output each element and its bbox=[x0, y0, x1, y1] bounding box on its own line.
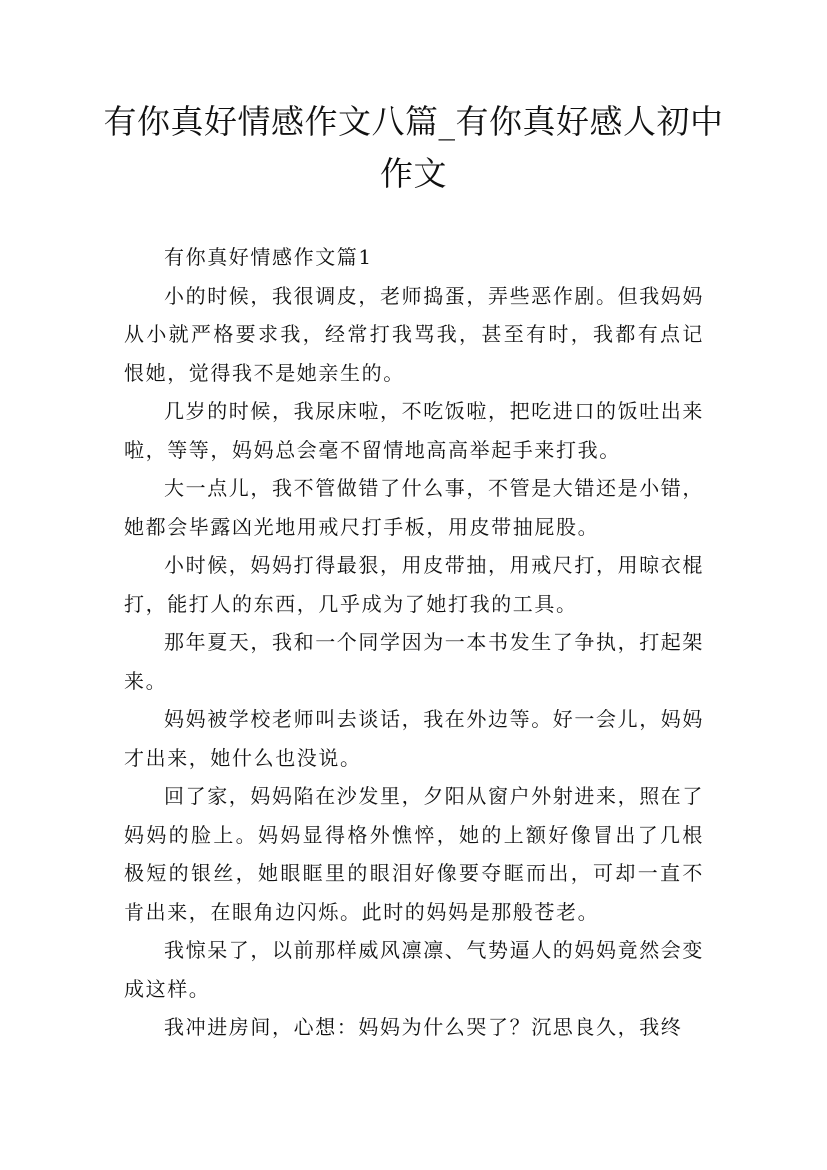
paragraph: 妈妈被学校老师叫去谈话，我在外边等。好一会儿，妈妈才出来，她什么也没说。 bbox=[124, 707, 704, 770]
document-body bbox=[124, 238, 704, 1047]
paragraph: 那年夏天，我和一个同学因为一本书发生了争执，打起架来。 bbox=[124, 630, 704, 693]
section-heading: 有你真好情感作文篇1 bbox=[164, 245, 373, 269]
paragraph: 我惊呆了，以前那样威风凛凛、气势逼人的妈妈竟然会变成这样。 bbox=[124, 938, 704, 1001]
document-title: 有你真好情感作文八篇_有你真好感人初中作文 bbox=[103, 102, 724, 193]
paragraph: 小的时候，我很调皮，老师捣蛋，弄些恶作剧。但我妈妈从小就严格要求我，经常打我骂我，甚至有时，我都有点记恨她，觉得我不是她亲生的。 bbox=[124, 283, 704, 385]
paragraph: 我冲进房间，心想：妈妈为什么哭了？沉思良久，我终 bbox=[164, 1015, 683, 1039]
paragraph: 大一点儿，我不管做错了什么事，不管是大错还是小错，她都会毕露凶光地用戒尺打手板，用皮带抽屁股。 bbox=[124, 476, 704, 539]
paragraph: 回了家，妈妈陷在沙发里，夕阳从窗户外射进来，照在了妈妈的脸上。妈妈显得格外憔悴，她的上额好像冒出了几根极短的银丝，她眼眶里的眼泪好像要夺眶而出，可却一直不肯出来，在眼角边闪烁。此时的妈妈是那般苍老。 bbox=[124, 784, 704, 924]
paragraph: 几岁的时候，我尿床啦，不吃饭啦，把吃进口的饭吐出来啦，等等，妈妈总会毫不留情地高高举起手来打我。 bbox=[124, 399, 704, 462]
paragraph: 小时候，妈妈打得最狠，用皮带抽，用戒尺打，用晾衣棍打，能打人的东西，几乎成为了她打我的工具。 bbox=[124, 553, 704, 616]
